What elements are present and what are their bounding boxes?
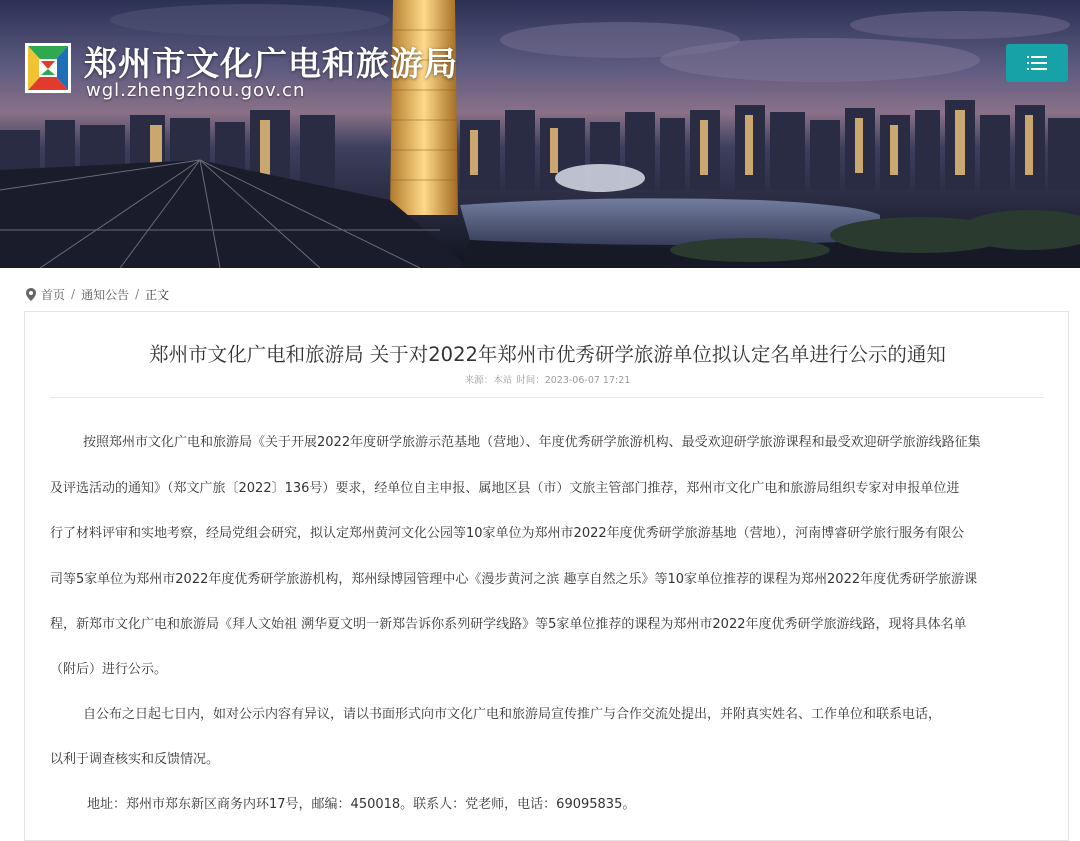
bureau-logo-icon	[25, 43, 71, 93]
paragraph-line: 按照郑州市文化广电和旅游局《关于开展2022年度研学旅游示范基地（营地）、年度优秀研学旅游机构、最受欢迎研学旅游课程和最受欢迎研学旅游线路征集	[83, 435, 981, 450]
contact-address: 地址：郑州市郑东新区商务内环17号，邮编：450018。联系人：党老师，电话：69095835。	[87, 797, 636, 812]
site-name: 郑州市文化广电和旅游局	[84, 44, 458, 83]
breadcrumb-separator: /	[135, 287, 140, 301]
location-pin-icon	[26, 288, 36, 301]
article-time: 时间：2023-06-07 17:21	[516, 375, 631, 386]
paragraph-line: 程，新郑市文化广电和旅游局《拜人文始祖 溯华夏文明一新郑告诉你系列研学线路》等5家单位推荐的课程为郑州市2022年度优秀研学旅游线路，现将具体名单	[50, 617, 967, 632]
breadcrumb-home-link[interactable]: 首页	[41, 287, 66, 302]
article-meta	[25, 372, 1070, 386]
breadcrumb	[26, 285, 169, 303]
hamburger-menu-icon	[1027, 56, 1047, 70]
paragraph-line: 以利于调查核实和反馈情况。	[50, 752, 220, 767]
menu-button[interactable]	[1006, 44, 1068, 82]
article-source: 来源：本站	[464, 375, 513, 386]
header-banner	[0, 0, 1080, 268]
paragraph-line: 及评选活动的通知》（郑文广旅〔2022〕136号）要求，经单位自主申报、属地区县（市）文旅主管部门推荐，郑州市文化广电和旅游局组织专家对申报单位进	[50, 481, 960, 496]
paragraph-line: 司等5家单位为郑州市2022年度优秀研学旅游机构，郑州绿博园管理中心《漫步黄河之滨 趣享自然之乐》等10家单位推荐的课程为郑州2022年度优秀研学旅游课	[50, 572, 978, 587]
article-title: 郑州市文化广电和旅游局 关于对2022年郑州市优秀研学旅游单位拟认定名单进行公示的通知	[149, 343, 946, 366]
site-domain: wgl.zhengzhou.gov.cn	[86, 80, 306, 101]
paragraph-line: 行了材料评审和实地考察，经局党组会研究，拟认定郑州黄河文化公园等10家单位为郑州市2022年度优秀研学旅游基地（营地），河南博睿研学旅行服务有限公	[50, 526, 965, 541]
article-panel	[24, 311, 1069, 841]
title-divider	[50, 397, 1044, 398]
breadcrumb-current: 正文	[145, 287, 170, 302]
breadcrumb-notices-link[interactable]: 通知公告	[81, 287, 130, 302]
breadcrumb-separator: /	[71, 287, 76, 301]
paragraph-line: 自公布之日起七日内，如对公示内容有异议，请以书面形式向市文化广电和旅游局宣传推广与合作交流处提出，并附真实姓名、工作单位和联系电话，	[83, 707, 942, 722]
paragraph-line: （附后）进行公示。	[50, 662, 168, 677]
